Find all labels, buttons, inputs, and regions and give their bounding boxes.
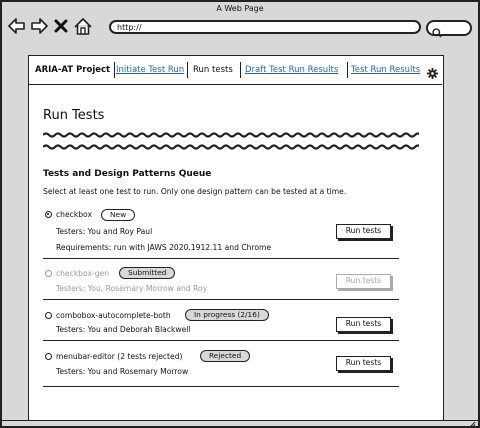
item-testers: Testers: You and Deborah Blackwell (56, 325, 191, 334)
item-testers: Testers: You and Roy Paul (56, 227, 153, 236)
nav-divider (187, 62, 188, 78)
divider (43, 340, 399, 341)
radio-combobox-autocomplete-both[interactable] (45, 312, 52, 319)
gear-icon[interactable] (427, 64, 438, 75)
radio-checkbox-gen[interactable] (45, 270, 52, 277)
home-icon[interactable] (74, 17, 92, 35)
divider (43, 258, 399, 259)
divider (43, 386, 399, 387)
status-badge: Submitted (119, 267, 175, 279)
nav-current-run-tests[interactable]: Run tests (193, 65, 233, 75)
placeholder-text-line (43, 131, 419, 139)
status-badge: In progress (2/16) (185, 309, 269, 321)
placeholder-text-line (43, 143, 419, 151)
browser-nav (8, 16, 92, 36)
item-name: combobox-autocomplete-both (56, 311, 171, 320)
address-bar[interactable] (109, 20, 421, 34)
divider (43, 299, 399, 300)
forward-arrow-icon[interactable] (30, 17, 48, 35)
radio-menubar-editor[interactable] (45, 353, 52, 360)
back-arrow-icon[interactable] (8, 17, 26, 35)
resize-grip-icon[interactable] (468, 420, 476, 428)
run-tests-button[interactable]: Run tests (336, 317, 391, 332)
status-bar (2, 420, 478, 428)
window-title: A Web Page (216, 4, 264, 13)
item-name: menubar-editor (2 tests rejected) (56, 352, 183, 361)
nav-divider (240, 62, 241, 78)
status-badge: Rejected (200, 350, 250, 362)
nav-link-test-run-results[interactable]: Test Run Results (351, 65, 421, 75)
queue-instruction: Select at least one test to run. Only one design pattern can be tested at a time. (43, 187, 347, 196)
run-tests-button-disabled[interactable]: Run tests (336, 274, 391, 289)
brand-title: ARIA-AT Project (35, 65, 111, 75)
queue-heading: Tests and Design Patterns Queue (43, 169, 212, 179)
search-icon (432, 23, 442, 33)
run-tests-button[interactable]: Run tests (336, 356, 391, 371)
item-requirements: Requirements: run with JAWS 2020.1912.11 and Chrome (56, 243, 272, 252)
item-testers: Testers: You and Rosemary Morrow (56, 367, 189, 376)
status-badge: New (101, 209, 135, 221)
run-tests-button[interactable]: Run tests (336, 224, 391, 239)
radio-checkbox[interactable] (45, 211, 52, 218)
url-input[interactable] (117, 22, 397, 32)
item-name: checkbox-gen (56, 269, 110, 278)
web-page (28, 55, 444, 422)
nav-link-initiate-test-run[interactable]: Initiate Test Run (116, 65, 185, 75)
nav-divider (114, 62, 115, 78)
search-button[interactable] (426, 20, 472, 36)
page-title: Run Tests (43, 108, 105, 123)
nav-divider (347, 62, 348, 78)
close-x-icon[interactable] (52, 17, 70, 35)
nav-link-draft-results[interactable]: Draft Test Run Results (245, 65, 339, 75)
item-testers: Testers: You, Rosemary Morrow and Roy (56, 284, 208, 293)
app-nav (29, 56, 442, 85)
item-name: checkbox (56, 210, 92, 219)
